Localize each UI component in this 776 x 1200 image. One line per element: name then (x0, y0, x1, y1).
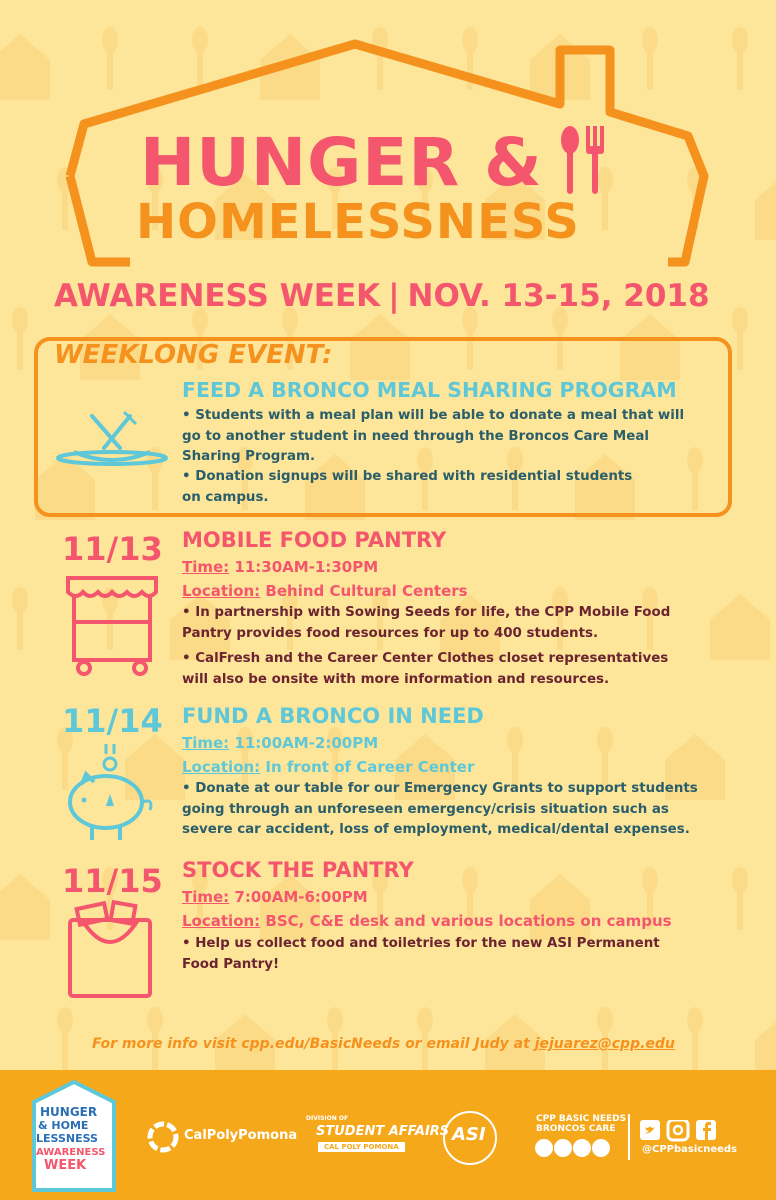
event-1114-bullet-1: • Donate at our table for our Emergency Grants to support students going through an unforeseen emergency/crisis situation such as severe car accident, loss of employment, medical/dental expenses. (182, 781, 698, 837)
bg-spoon-handle (692, 1030, 698, 1070)
time-value: 11:00AM-2:00PM (234, 734, 379, 752)
bg-spoon-icon (597, 727, 613, 753)
event-title-stock-the-pantry: STOCK THE PANTRY (182, 858, 414, 882)
title-hunger: HUNGER & (140, 124, 543, 201)
logo-line-4: AWARENESS (36, 1147, 106, 1158)
event-title-fund-a-bronco: FUND A BRONCO IN NEED (182, 704, 484, 728)
event-date-1114: 11/14 (62, 702, 163, 740)
weeklong-title: FEED A BRONCO MEAL SHARING PROGRAM (182, 378, 677, 402)
time-label: Time: (182, 558, 230, 576)
bg-spoon-handle (737, 890, 743, 930)
bg-spoon-icon (12, 587, 28, 613)
bg-spoon-icon (687, 1007, 703, 1033)
event-time-1114 (182, 734, 378, 752)
calpoly-logo-text: CalPolyPomona (184, 1128, 298, 1143)
weeklong-bullet-2: • Donation signups will be shared with residential students on campus. (182, 469, 633, 505)
event-date-1113: 11/13 (62, 530, 163, 568)
location-label: Location: (182, 582, 261, 600)
bg-house-icon (0, 874, 50, 940)
student-affairs-logo: STUDENT AFFAIRS (316, 1124, 450, 1139)
bg-spoon-icon (597, 1007, 613, 1033)
subtitle-awareness: AWARENESS WEEK (54, 278, 381, 314)
time-value: 7:00AM-6:00PM (234, 888, 368, 906)
bg-spoon-handle (737, 330, 743, 370)
location-value: BSC, C&E desk and various locations on campus (265, 912, 672, 930)
basic-needs-line-2: BRONCOS CARE (536, 1124, 616, 1134)
subtitle-separator: | (388, 278, 400, 314)
logo-line-5: WEEK (44, 1158, 87, 1173)
event-date-1115: 11/15 (62, 862, 163, 900)
event-1113-bullet-2: • CalFresh and the Career Center Clothes closet representatives will also be onsite with more information and resources. (182, 651, 669, 687)
title-homelessness: HOMELESSNESS (136, 194, 580, 250)
weeklong-bullet-1: • Students with a meal plan will be able to donate a meal that will go to another student in need through the Broncos Care Meal Sharing Program. (182, 408, 685, 464)
bg-spoon-icon (507, 727, 523, 753)
logo-line-3: LESSNESS (36, 1132, 98, 1145)
bg-house-icon (710, 594, 770, 660)
bg-house-icon (260, 874, 320, 940)
bg-house-icon (755, 1014, 776, 1070)
bg-spoon-icon (327, 1007, 343, 1033)
fork-icon (586, 126, 604, 194)
piggy-bank-icon (62, 740, 162, 850)
bg-spoon-handle (17, 610, 23, 650)
footer-info (92, 1036, 675, 1052)
bg-spoon-icon (417, 1007, 433, 1033)
social-handle[interactable]: @CPPbasicneeds (642, 1144, 738, 1155)
bg-house-icon (530, 874, 590, 940)
location-value: In front of Career Center (265, 758, 475, 776)
event-time-1115 (182, 888, 368, 906)
bg-spoon-icon (642, 867, 658, 893)
bg-spoon-icon (462, 867, 478, 893)
footer-info-text: For more info visit cpp.edu/BasicNeeds or email Judy at (92, 1036, 535, 1052)
footer-email-link[interactable]: jejuarez@cpp.edu (534, 1036, 675, 1052)
basic-needs-line-1: CPP BASIC NEEDS (536, 1114, 627, 1124)
event-1113-bullet-1: • In partnership with Sowing Seeds for life, the CPP Mobile Food Pantry provides food resources for up to 400 students. (182, 605, 671, 641)
time-value: 11:30AM-1:30PM (234, 558, 379, 576)
student-affairs-sub: CAL POLY POMONA (318, 1142, 405, 1152)
bg-spoon-icon (57, 1007, 73, 1033)
subtitle-dates: NOV. 13-15, 2018 (407, 278, 710, 314)
instagram-icon[interactable] (668, 1120, 688, 1140)
weeklong-label: WEEKLONG EVENT: (54, 340, 333, 370)
basic-needs-icons (534, 1138, 618, 1158)
spoon-icon (561, 126, 579, 194)
event-location-1115 (182, 912, 672, 930)
time-label: Time: (182, 734, 230, 752)
subtitle (54, 274, 710, 318)
bg-spoon-icon (147, 1007, 163, 1033)
bg-spoon-handle (17, 330, 23, 370)
time-label: Time: (182, 888, 230, 906)
event-title-mobile-food-pantry: MOBILE FOOD PANTRY (182, 528, 447, 552)
bg-spoon-handle (62, 1030, 68, 1070)
location-value: Behind Cultural Centers (265, 582, 468, 600)
logo-line-2: & HOME (38, 1119, 89, 1132)
location-label: Location: (182, 758, 261, 776)
bg-spoon-icon (732, 867, 748, 893)
food-cart-icon (62, 570, 162, 678)
grocery-bag-icon (62, 900, 158, 1000)
event-location-1113 (182, 582, 468, 600)
calpoly-logo-icon (146, 1120, 180, 1154)
social-icons (640, 1120, 720, 1142)
logo-line-1: HUNGER (40, 1105, 98, 1119)
asi-logo-text: ASI (452, 1124, 486, 1145)
event-1115-bullet-1: • Help us collect food and toiletries for the new ASI Permanent Food Pantry! (182, 936, 660, 972)
footer-divider (628, 1114, 630, 1160)
event-location-1114 (182, 758, 474, 776)
twitter-icon[interactable] (640, 1120, 660, 1140)
location-label: Location: (182, 912, 261, 930)
plate-icon (54, 408, 174, 478)
student-affairs-division: DIVISION OF (306, 1115, 349, 1122)
event-time-1113 (182, 558, 378, 576)
facebook-icon[interactable] (696, 1120, 716, 1140)
